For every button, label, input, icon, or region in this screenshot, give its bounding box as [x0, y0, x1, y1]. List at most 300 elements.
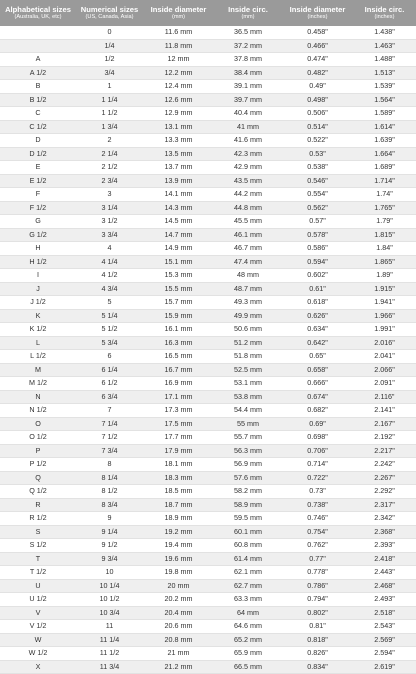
inside-diameter-mm-cell: 21.2 mm [143, 660, 214, 674]
inside-circ-mm-cell: 41 mm [214, 120, 282, 134]
numerical-size-cell: 7 3/4 [76, 444, 143, 458]
inside-diameter-inches-cell: 0.746" [282, 512, 353, 526]
inside-circ-mm-cell: 46.1 mm [214, 228, 282, 242]
inside-diameter-mm-cell: 20.4 mm [143, 606, 214, 620]
inside-diameter-inches-cell: 0.562" [282, 201, 353, 215]
table-row [0, 363, 416, 377]
inside-circ-inches-cell: 2.116" [353, 390, 416, 404]
inside-circ-mm-cell: 58.2 mm [214, 485, 282, 499]
table-row [0, 134, 416, 148]
table-row [0, 444, 416, 458]
inside-diameter-mm-cell: 18.5 mm [143, 485, 214, 499]
inside-circ-mm-cell: 40.4 mm [214, 107, 282, 121]
inside-diameter-mm-cell: 13.1 mm [143, 120, 214, 134]
inside-diameter-inches-cell: 0.602" [282, 269, 353, 283]
alphabetical-size-cell: R 1/2 [0, 512, 76, 526]
inside-circ-mm-cell: 44.8 mm [214, 201, 282, 215]
inside-diameter-inches-cell: 0.554" [282, 188, 353, 202]
inside-diameter-inches-cell: 0.594" [282, 255, 353, 269]
inside-circ-inches-cell: 1.79" [353, 215, 416, 229]
inside-circ-mm-cell: 66.5 mm [214, 660, 282, 674]
alphabetical-size-cell: N 1/2 [0, 404, 76, 418]
inside-diameter-inches-cell: 0.61" [282, 282, 353, 296]
inside-circ-mm-cell: 60.8 mm [214, 539, 282, 553]
header-inside-diameter-mm [143, 0, 214, 26]
inside-circ-mm-cell: 62.7 mm [214, 579, 282, 593]
inside-diameter-inches-cell: 0.722" [282, 471, 353, 485]
table-row [0, 107, 416, 121]
inside-diameter-mm-cell: 16.3 mm [143, 336, 214, 350]
table-row [0, 350, 416, 364]
alphabetical-size-cell: V [0, 606, 76, 620]
alphabetical-size-cell: C 1/2 [0, 120, 76, 134]
inside-circ-inches-cell: 1.639" [353, 134, 416, 148]
numerical-size-cell: 9 [76, 512, 143, 526]
inside-diameter-mm-cell: 15.1 mm [143, 255, 214, 269]
table-header [0, 0, 416, 26]
inside-circ-inches-cell: 1.765" [353, 201, 416, 215]
inside-circ-inches-cell: 1.488" [353, 53, 416, 67]
inside-diameter-mm-cell: 16.5 mm [143, 350, 214, 364]
numerical-size-cell: 7 1/2 [76, 431, 143, 445]
inside-diameter-mm-cell: 17.9 mm [143, 444, 214, 458]
inside-diameter-mm-cell: 12.2 mm [143, 66, 214, 80]
table-row [0, 552, 416, 566]
numerical-size-cell: 6 1/2 [76, 377, 143, 391]
inside-circ-mm-cell: 63.3 mm [214, 593, 282, 607]
alphabetical-size-cell: C [0, 107, 76, 121]
table-row [0, 323, 416, 337]
inside-diameter-mm-cell: 21 mm [143, 647, 214, 661]
inside-diameter-mm-cell: 19.6 mm [143, 552, 214, 566]
table-row [0, 80, 416, 94]
inside-diameter-inches-cell: 0.818" [282, 633, 353, 647]
numerical-size-cell: 4 1/2 [76, 269, 143, 283]
table-row [0, 174, 416, 188]
table-row [0, 593, 416, 607]
alphabetical-size-cell: T 1/2 [0, 566, 76, 580]
table-row [0, 215, 416, 229]
alphabetical-size-cell: J [0, 282, 76, 296]
alphabetical-size-cell: B [0, 80, 76, 94]
inside-circ-mm-cell: 38.4 mm [214, 66, 282, 80]
inside-circ-inches-cell: 2.619" [353, 660, 416, 674]
alphabetical-size-cell: X [0, 660, 76, 674]
numerical-size-cell: 3/4 [76, 66, 143, 80]
table-row [0, 512, 416, 526]
inside-circ-mm-cell: 47.4 mm [214, 255, 282, 269]
inside-circ-inches-cell: 1.714" [353, 174, 416, 188]
table-row [0, 431, 416, 445]
inside-diameter-inches-cell: 0.578" [282, 228, 353, 242]
inside-circ-inches-cell: 2.091" [353, 377, 416, 391]
numerical-size-cell: 8 1/4 [76, 471, 143, 485]
numerical-size-cell: 7 [76, 404, 143, 418]
inside-diameter-inches-cell: 0.642" [282, 336, 353, 350]
numerical-size-cell: 3 1/4 [76, 201, 143, 215]
inside-diameter-mm-cell: 17.3 mm [143, 404, 214, 418]
inside-circ-inches-cell: 1.463" [353, 39, 416, 53]
numerical-size-cell: 9 1/4 [76, 525, 143, 539]
inside-diameter-inches-cell: 0.546" [282, 174, 353, 188]
numerical-size-cell: 2 1/2 [76, 161, 143, 175]
table-row [0, 404, 416, 418]
alphabetical-size-cell: T [0, 552, 76, 566]
alphabetical-size-cell: I [0, 269, 76, 283]
alphabetical-size-cell: G [0, 215, 76, 229]
numerical-size-cell: 0 [76, 26, 143, 39]
inside-diameter-inches-cell: 0.73" [282, 485, 353, 499]
inside-circ-inches-cell: 2.317" [353, 498, 416, 512]
alphabetical-size-cell: Q 1/2 [0, 485, 76, 499]
inside-diameter-mm-cell: 15.5 mm [143, 282, 214, 296]
header-alphabetical-sizes [0, 0, 76, 26]
alphabetical-size-cell: B 1/2 [0, 93, 76, 107]
numerical-size-cell: 11 [76, 620, 143, 634]
numerical-size-cell: 7 1/4 [76, 417, 143, 431]
inside-diameter-mm-cell: 20.2 mm [143, 593, 214, 607]
header-title: Inside circ. [364, 4, 405, 14]
inside-diameter-inches-cell: 0.826" [282, 647, 353, 661]
inside-circ-inches-cell: 2.267" [353, 471, 416, 485]
inside-diameter-inches-cell: 0.77" [282, 552, 353, 566]
inside-diameter-mm-cell: 13.9 mm [143, 174, 214, 188]
inside-circ-inches-cell: 2.292" [353, 485, 416, 499]
inside-diameter-inches-cell: 0.618" [282, 296, 353, 310]
alphabetical-size-cell [0, 39, 76, 53]
numerical-size-cell: 2 [76, 134, 143, 148]
inside-circ-inches-cell: 2.468" [353, 579, 416, 593]
inside-diameter-mm-cell: 18.9 mm [143, 512, 214, 526]
table-row [0, 296, 416, 310]
numerical-size-cell: 1 1/4 [76, 93, 143, 107]
inside-diameter-inches-cell: 0.786" [282, 579, 353, 593]
numerical-size-cell: 5 [76, 296, 143, 310]
inside-diameter-inches-cell: 0.65" [282, 350, 353, 364]
numerical-size-cell: 2 1/4 [76, 147, 143, 161]
numerical-size-cell: 1 [76, 80, 143, 94]
inside-diameter-mm-cell: 11.6 mm [143, 26, 214, 39]
table-row [0, 485, 416, 499]
inside-circ-inches-cell: 1.589" [353, 107, 416, 121]
alphabetical-size-cell: Q [0, 471, 76, 485]
numerical-size-cell: 2 3/4 [76, 174, 143, 188]
table-row [0, 201, 416, 215]
inside-diameter-inches-cell: 0.466" [282, 39, 353, 53]
inside-circ-mm-cell: 56.9 mm [214, 458, 282, 472]
inside-diameter-mm-cell: 12.9 mm [143, 107, 214, 121]
table-row [0, 255, 416, 269]
inside-diameter-mm-cell: 12.6 mm [143, 93, 214, 107]
numerical-size-cell: 10 3/4 [76, 606, 143, 620]
inside-circ-mm-cell: 53.8 mm [214, 390, 282, 404]
table-row [0, 336, 416, 350]
alphabetical-size-cell: F 1/2 [0, 201, 76, 215]
inside-circ-inches-cell: 2.594" [353, 647, 416, 661]
inside-diameter-inches-cell: 0.506" [282, 107, 353, 121]
inside-diameter-inches-cell: 0.714" [282, 458, 353, 472]
table-row [0, 93, 416, 107]
table-row [0, 566, 416, 580]
inside-diameter-inches-cell: 0.698" [282, 431, 353, 445]
table-row [0, 66, 416, 80]
header-subtitle: (US, Canada, Asia) [85, 13, 134, 20]
table-row [0, 417, 416, 431]
inside-diameter-inches-cell: 0.682" [282, 404, 353, 418]
table-row [0, 377, 416, 391]
inside-diameter-inches-cell: 0.53" [282, 147, 353, 161]
inside-diameter-mm-cell: 19.2 mm [143, 525, 214, 539]
inside-circ-mm-cell: 65.9 mm [214, 647, 282, 661]
inside-circ-inches-cell: 2.016" [353, 336, 416, 350]
inside-diameter-mm-cell: 13.5 mm [143, 147, 214, 161]
inside-diameter-inches-cell: 0.586" [282, 242, 353, 256]
table-row [0, 282, 416, 296]
inside-diameter-mm-cell: 20.8 mm [143, 633, 214, 647]
table-row [0, 147, 416, 161]
inside-circ-inches-cell: 2.242" [353, 458, 416, 472]
inside-diameter-inches-cell: 0.482" [282, 66, 353, 80]
inside-diameter-inches-cell: 0.754" [282, 525, 353, 539]
inside-diameter-inches-cell: 0.81" [282, 620, 353, 634]
inside-diameter-mm-cell: 14.5 mm [143, 215, 214, 229]
numerical-size-cell: 11 1/2 [76, 647, 143, 661]
table-row [0, 228, 416, 242]
alphabetical-size-cell: D 1/2 [0, 147, 76, 161]
inside-circ-inches-cell: 2.493" [353, 593, 416, 607]
numerical-size-cell: 6 1/4 [76, 363, 143, 377]
inside-diameter-mm-cell: 16.1 mm [143, 323, 214, 337]
inside-circ-mm-cell: 56.3 mm [214, 444, 282, 458]
header-title: Numerical sizes [80, 4, 139, 14]
inside-circ-mm-cell: 62.1 mm [214, 566, 282, 580]
inside-circ-inches-cell: 1.539" [353, 80, 416, 94]
table-row [0, 188, 416, 202]
inside-circ-inches-cell: 2.041" [353, 350, 416, 364]
inside-diameter-mm-cell: 18.7 mm [143, 498, 214, 512]
inside-circ-mm-cell: 45.5 mm [214, 215, 282, 229]
table-row [0, 161, 416, 175]
table-row [0, 39, 416, 53]
alphabetical-size-cell: U [0, 579, 76, 593]
numerical-size-cell: 10 [76, 566, 143, 580]
inside-diameter-inches-cell: 0.802" [282, 606, 353, 620]
inside-circ-inches-cell: 1.513" [353, 66, 416, 80]
numerical-size-cell: 9 1/2 [76, 539, 143, 553]
table-row [0, 26, 416, 39]
inside-diameter-inches-cell: 0.498" [282, 93, 353, 107]
alphabetical-size-cell: P [0, 444, 76, 458]
table-row [0, 498, 416, 512]
inside-diameter-mm-cell: 15.3 mm [143, 269, 214, 283]
inside-circ-mm-cell: 37.2 mm [214, 39, 282, 53]
inside-diameter-inches-cell: 0.762" [282, 539, 353, 553]
inside-diameter-mm-cell: 14.1 mm [143, 188, 214, 202]
inside-circ-inches-cell: 1.89" [353, 269, 416, 283]
inside-circ-mm-cell: 37.8 mm [214, 53, 282, 67]
alphabetical-size-cell: U 1/2 [0, 593, 76, 607]
inside-circ-inches-cell: 1.991" [353, 323, 416, 337]
inside-circ-inches-cell: 2.418" [353, 552, 416, 566]
inside-circ-mm-cell: 44.2 mm [214, 188, 282, 202]
inside-diameter-inches-cell: 0.658" [282, 363, 353, 377]
inside-circ-inches-cell: 1.564" [353, 93, 416, 107]
inside-circ-mm-cell: 55 mm [214, 417, 282, 431]
inside-circ-inches-cell: 1.438" [353, 26, 416, 39]
numerical-size-cell: 3 1/2 [76, 215, 143, 229]
inside-circ-mm-cell: 65.2 mm [214, 633, 282, 647]
alphabetical-size-cell [0, 26, 76, 39]
table-row [0, 606, 416, 620]
header-subtitle: (inches) [307, 13, 328, 20]
alphabetical-size-cell: L 1/2 [0, 350, 76, 364]
inside-circ-mm-cell: 64.6 mm [214, 620, 282, 634]
table-row [0, 647, 416, 661]
inside-diameter-mm-cell: 12.4 mm [143, 80, 214, 94]
alphabetical-size-cell: D [0, 134, 76, 148]
inside-diameter-inches-cell: 0.69" [282, 417, 353, 431]
header-title: Alphabetical sizes [5, 4, 71, 14]
inside-circ-mm-cell: 36.5 mm [214, 26, 282, 39]
inside-circ-inches-cell: 2.141" [353, 404, 416, 418]
inside-circ-mm-cell: 55.7 mm [214, 431, 282, 445]
inside-diameter-mm-cell: 14.9 mm [143, 242, 214, 256]
inside-diameter-mm-cell: 15.9 mm [143, 309, 214, 323]
alphabetical-size-cell: O [0, 417, 76, 431]
alphabetical-size-cell: K 1/2 [0, 323, 76, 337]
inside-circ-mm-cell: 50.6 mm [214, 323, 282, 337]
header-inside-diameter-inches [282, 0, 353, 26]
inside-diameter-inches-cell: 0.49" [282, 80, 353, 94]
table-row [0, 390, 416, 404]
numerical-size-cell: 9 3/4 [76, 552, 143, 566]
inside-circ-mm-cell: 57.6 mm [214, 471, 282, 485]
alphabetical-size-cell: K [0, 309, 76, 323]
alphabetical-size-cell: V 1/2 [0, 620, 76, 634]
inside-diameter-mm-cell: 11.8 mm [143, 39, 214, 53]
alphabetical-size-cell: E [0, 161, 76, 175]
alphabetical-size-cell: W [0, 633, 76, 647]
alphabetical-size-cell: G 1/2 [0, 228, 76, 242]
inside-circ-inches-cell: 2.368" [353, 525, 416, 539]
alphabetical-size-cell: S 1/2 [0, 539, 76, 553]
inside-diameter-inches-cell: 0.514" [282, 120, 353, 134]
numerical-size-cell: 5 1/2 [76, 323, 143, 337]
inside-circ-inches-cell: 2.217" [353, 444, 416, 458]
table-row [0, 242, 416, 256]
table-row [0, 269, 416, 283]
inside-circ-inches-cell: 1.614" [353, 120, 416, 134]
inside-diameter-inches-cell: 0.778" [282, 566, 353, 580]
inside-circ-mm-cell: 59.5 mm [214, 512, 282, 526]
inside-diameter-mm-cell: 13.7 mm [143, 161, 214, 175]
inside-diameter-inches-cell: 0.666" [282, 377, 353, 391]
alphabetical-size-cell: L [0, 336, 76, 350]
alphabetical-size-cell: M [0, 363, 76, 377]
inside-diameter-inches-cell: 0.706" [282, 444, 353, 458]
inside-circ-mm-cell: 51.2 mm [214, 336, 282, 350]
header-subtitle: (inches) [374, 13, 395, 20]
inside-circ-inches-cell: 1.815" [353, 228, 416, 242]
inside-circ-mm-cell: 64 mm [214, 606, 282, 620]
inside-circ-mm-cell: 61.4 mm [214, 552, 282, 566]
numerical-size-cell: 10 1/4 [76, 579, 143, 593]
inside-circ-mm-cell: 39.1 mm [214, 80, 282, 94]
alphabetical-size-cell: A 1/2 [0, 66, 76, 80]
table-row [0, 53, 416, 67]
inside-diameter-mm-cell: 14.3 mm [143, 201, 214, 215]
inside-diameter-inches-cell: 0.57" [282, 215, 353, 229]
header-title: Inside diameter [289, 4, 346, 14]
inside-diameter-mm-cell: 16.7 mm [143, 363, 214, 377]
inside-circ-mm-cell: 58.9 mm [214, 498, 282, 512]
alphabetical-size-cell: R [0, 498, 76, 512]
numerical-size-cell: 6 [76, 350, 143, 364]
inside-diameter-inches-cell: 0.522" [282, 134, 353, 148]
inside-diameter-inches-cell: 0.634" [282, 323, 353, 337]
alphabetical-size-cell: H [0, 242, 76, 256]
alphabetical-size-cell: P 1/2 [0, 458, 76, 472]
table-row [0, 539, 416, 553]
inside-circ-mm-cell: 42.3 mm [214, 147, 282, 161]
numerical-size-cell: 3 3/4 [76, 228, 143, 242]
inside-diameter-inches-cell: 0.834" [282, 660, 353, 674]
numerical-size-cell: 5 3/4 [76, 336, 143, 350]
numerical-size-cell: 1 3/4 [76, 120, 143, 134]
inside-circ-inches-cell: 1.74" [353, 188, 416, 202]
table-row [0, 525, 416, 539]
alphabetical-size-cell: A [0, 53, 76, 67]
inside-circ-inches-cell: 1.865" [353, 255, 416, 269]
header-inside-circ-inches [353, 0, 416, 26]
inside-circ-mm-cell: 51.8 mm [214, 350, 282, 364]
inside-circ-inches-cell: 1.941" [353, 296, 416, 310]
numerical-size-cell: 10 1/2 [76, 593, 143, 607]
inside-circ-mm-cell: 39.7 mm [214, 93, 282, 107]
numerical-size-cell: 5 1/4 [76, 309, 143, 323]
header-numerical-sizes [76, 0, 143, 26]
inside-circ-inches-cell: 1.84" [353, 242, 416, 256]
alphabetical-size-cell: H 1/2 [0, 255, 76, 269]
table-row [0, 579, 416, 593]
inside-diameter-mm-cell: 17.5 mm [143, 417, 214, 431]
numerical-size-cell: 1/2 [76, 53, 143, 67]
inside-circ-inches-cell: 1.664" [353, 147, 416, 161]
alphabetical-size-cell: E 1/2 [0, 174, 76, 188]
inside-circ-mm-cell: 43.5 mm [214, 174, 282, 188]
numerical-size-cell: 6 3/4 [76, 390, 143, 404]
table-row [0, 633, 416, 647]
inside-diameter-mm-cell: 18.3 mm [143, 471, 214, 485]
table-row [0, 120, 416, 134]
numerical-size-cell: 1 1/2 [76, 107, 143, 121]
inside-circ-mm-cell: 54.4 mm [214, 404, 282, 418]
inside-diameter-inches-cell: 0.738" [282, 498, 353, 512]
numerical-size-cell: 8 [76, 458, 143, 472]
inside-diameter-mm-cell: 17.1 mm [143, 390, 214, 404]
inside-diameter-inches-cell: 0.794" [282, 593, 353, 607]
table-row [0, 620, 416, 634]
inside-diameter-inches-cell: 0.458" [282, 26, 353, 39]
inside-diameter-mm-cell: 13.3 mm [143, 134, 214, 148]
inside-diameter-mm-cell: 20 mm [143, 579, 214, 593]
alphabetical-size-cell: S [0, 525, 76, 539]
inside-circ-inches-cell: 2.443" [353, 566, 416, 580]
alphabetical-size-cell: W 1/2 [0, 647, 76, 661]
inside-diameter-mm-cell: 19.8 mm [143, 566, 214, 580]
numerical-size-cell: 3 [76, 188, 143, 202]
numerical-size-cell: 4 3/4 [76, 282, 143, 296]
